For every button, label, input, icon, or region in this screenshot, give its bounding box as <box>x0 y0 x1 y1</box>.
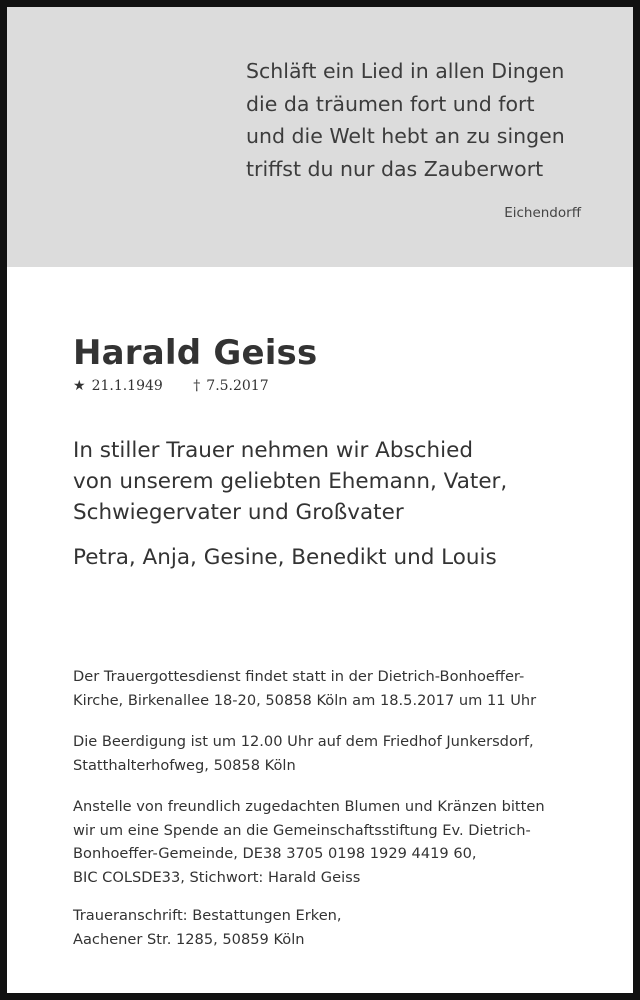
poem-line: die da träumen fort und fort <box>246 91 535 116</box>
burial-line: Die Beerdigung ist um 12.00 Uhr auf dem Friedhof Junkersdorf, <box>73 733 534 750</box>
poem-line: Schläft ein Lied in allen Dingen <box>246 59 565 83</box>
poem-line: und die Welt hebt an zu singen <box>246 124 565 148</box>
mourning-line: Schwiegervater und Großvater <box>73 500 404 525</box>
poem-line: triffst du nur das Zauberwort <box>246 156 544 181</box>
donation-line: wir um eine Spende an die Gemeinschaftsstiftung Ev. Dietrich- <box>73 821 531 839</box>
donation-line: BIC COLSDE33, Stichwort: Harald Geiss <box>73 868 361 886</box>
cross-icon: † <box>193 378 201 394</box>
donation-info <box>73 795 545 889</box>
star-icon: ★ <box>73 378 86 394</box>
family-names: Petra, Anja, Gesine, Benedikt und Louis <box>73 545 497 570</box>
service-line: Kirche, Birkenallee 18-20, 50858 Köln am 18.5.2017 um 11 Uhr <box>73 691 537 709</box>
life-dates <box>73 378 269 394</box>
poem <box>246 55 565 185</box>
donation-line: Anstelle von freundlich zugedachten Blumen und Kränzen bitten <box>73 798 545 815</box>
burial-info <box>73 730 534 777</box>
poem-box <box>7 7 633 267</box>
poem-author: Eichendorff <box>504 205 581 221</box>
birth-date: 21.1.1949 <box>91 378 163 394</box>
birth-date-group <box>73 378 163 394</box>
deceased-name: Harald Geiss <box>73 333 318 373</box>
death-date-group <box>193 378 268 394</box>
service-line: Der Trauergottesdienst findet statt in der Dietrich-Bonhoeffer- <box>73 668 525 685</box>
mourning-line: von unserem geliebten Ehemann, Vater, <box>73 469 508 494</box>
service-info <box>73 665 536 712</box>
burial-line: Statthalterhofweg, 50858 Köln <box>73 756 296 774</box>
death-date: 7.5.2017 <box>206 378 269 394</box>
donation-line: Bonhoeffer-Gemeinde, DE38 3705 0198 1929 4419 60, <box>73 845 477 862</box>
address-line: Aachener Str. 1285, 50859 Köln <box>73 930 305 948</box>
mourning-text <box>73 435 507 528</box>
mourning-line: In stiller Trauer nehmen wir Abschied <box>73 438 473 463</box>
mourning-address <box>73 904 342 951</box>
address-line: Traueranschrift: Bestattungen Erken, <box>73 907 342 924</box>
